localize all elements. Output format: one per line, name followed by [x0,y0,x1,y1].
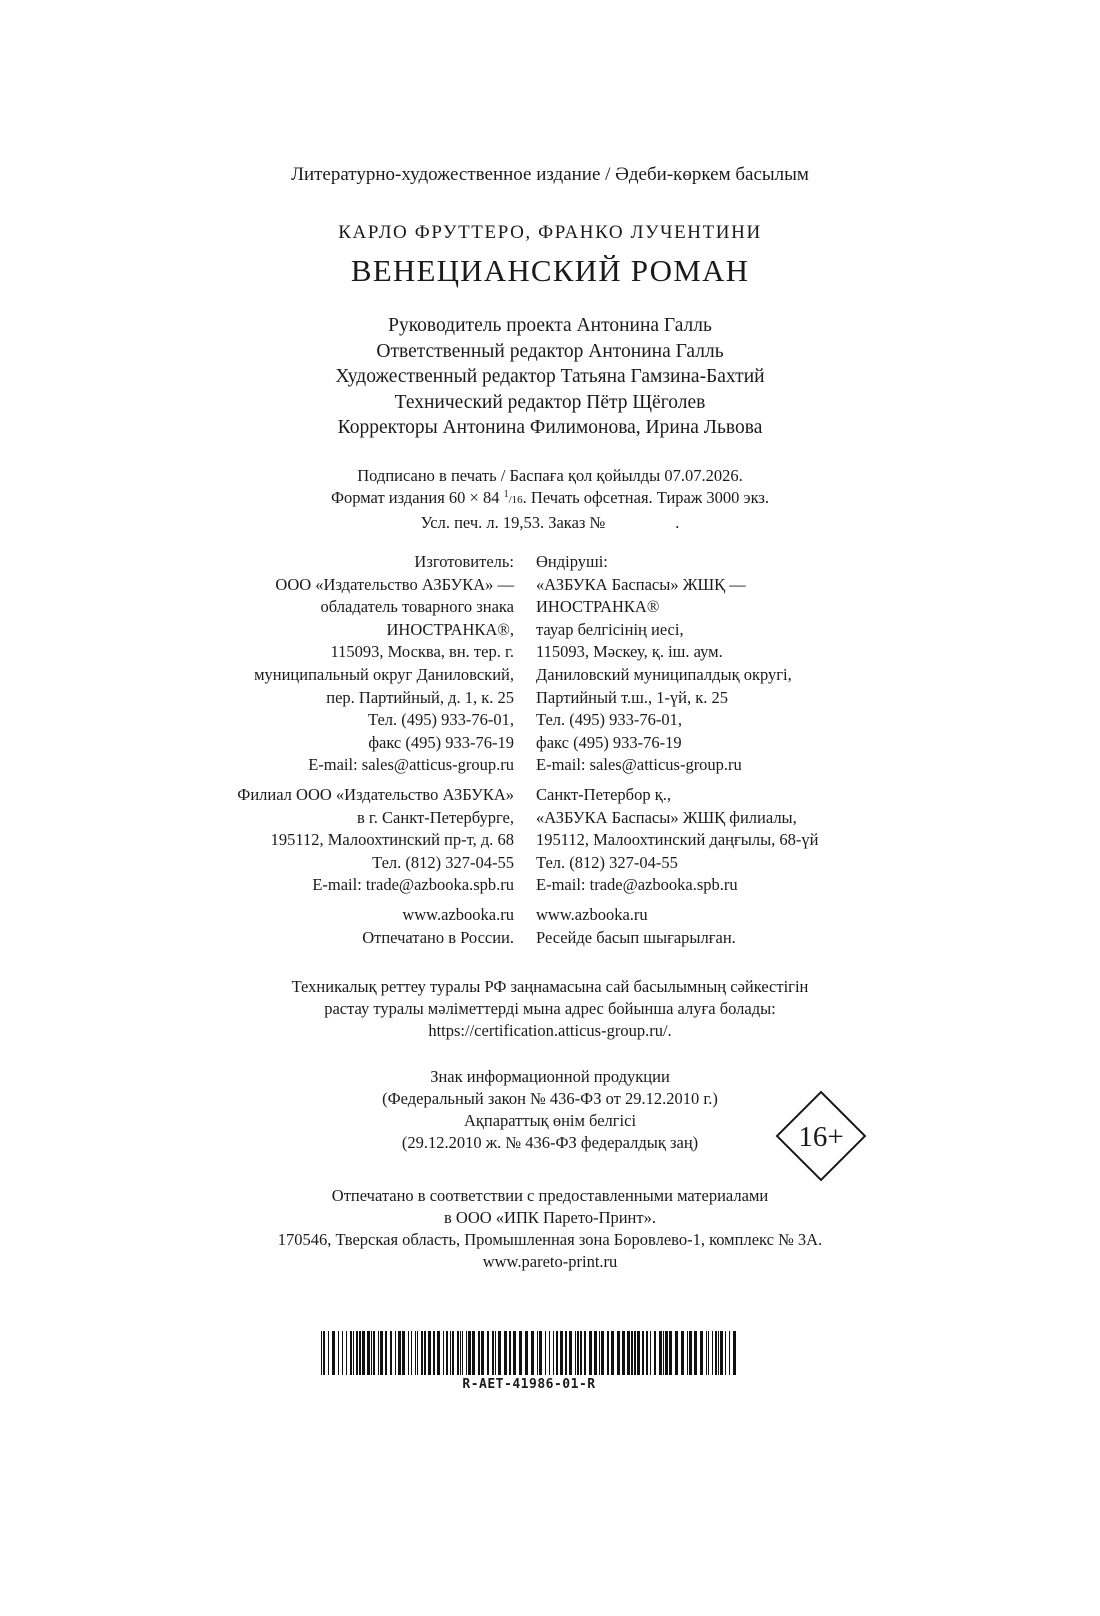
manufacturer-line: Филиал ООО «Издательство АЗБУКА» [237,784,514,804]
manufacturer-line: Тел. (812) 327-04-55 [372,852,514,872]
barcode-bar [380,1331,383,1375]
manufacturer-line: «АЗБУКА Баспасы» ЖШҚ филиалы, [536,807,797,827]
order-text: Усл. печ. л. 19,53. Заказ № [420,513,606,532]
barcode-bar [622,1331,625,1375]
cert-url[interactable]: https://certification.atticus-group.ru/. [428,1021,672,1040]
barcode-bar [450,1331,451,1375]
printer-info [0,1185,1100,1273]
manufacturer-line: 115093, Мәскеу, қ. іш. аум. [536,642,723,662]
format-den: /16 [508,494,523,506]
barcode-bar [601,1331,604,1375]
barcode-icon [319,1331,739,1375]
barcode-bar [525,1331,528,1375]
sign-line: Ақпараттық өнім белгісі [463,1111,637,1130]
barcode-bar [457,1331,459,1375]
barcode-bar [513,1331,516,1375]
barcode-bar [398,1331,401,1375]
barcode-bar [669,1331,672,1375]
manufacturer-line: ИНОСТРАНКА®, [386,619,514,639]
staff-credits [0,313,1100,441]
manufacturer-line[interactable]: www.azbooka.ru [536,904,648,924]
barcode-bar [466,1331,467,1375]
cert-line: Техникалық реттеу туралы РФ заңнамасына сай басылымның сәйкестігін [291,977,809,996]
printer-line: в ООО «ИПК Парето-Принт». [444,1208,656,1227]
barcode-bar [565,1331,567,1375]
authors: КАРЛО ФРУТТЕРО, ФРАНКО ЛУЧЕНТИНИ [338,222,762,243]
barcode-bar [594,1331,597,1375]
barcode-bar [519,1331,522,1375]
barcode-bar [617,1331,620,1375]
manufacturer-line[interactable]: E-mail: trade@azbooka.spb.ru [312,875,514,895]
barcode-bar [462,1331,463,1375]
manufacturer-line[interactable]: www.azbooka.ru [402,904,514,924]
format-prefix: Формат издания 60 × 84 [330,488,500,507]
sign-line: (29.12.2010 ж. № 436-ФЗ федералдық заң) [401,1133,699,1152]
barcode-bar [611,1331,614,1375]
barcode-bar [580,1331,582,1375]
barcode-bar [350,1331,352,1375]
barcode-bar [599,1331,600,1375]
manufacturer-line[interactable]: E-mail: trade@azbooka.spb.ru [536,875,738,895]
barcode-bar [549,1331,550,1375]
barcode-bar [589,1331,592,1375]
format-num: 1 [503,489,509,500]
barcode-bar [556,1331,558,1375]
format-suffix: . Печать офсетная. Тираж 3000 экз. [522,488,770,507]
barcode-bar [729,1331,730,1375]
barcode-bar [733,1331,736,1375]
barcode-bar [637,1331,640,1375]
manufacturer-line: Тел. (495) 933-76-01, [368,710,514,730]
manufacturer-ru [237,551,514,949]
barcode-bar [720,1331,723,1375]
barcode-bar [504,1331,507,1375]
barcode-bar [481,1331,484,1375]
barcode-bar [537,1331,538,1375]
barcode-bar [408,1331,409,1375]
barcode-bar [545,1331,546,1375]
manufacturer-line: Даниловский муниципалдық округі, [536,664,792,684]
manufacturer-line: Партийный т.ш., 1-үй, к. 25 [536,687,729,707]
printer-line: Отпечатано в соответствии с предоставленными материалами [331,1186,769,1205]
manufacturer-line: Тел. (495) 933-76-01, [536,710,682,730]
barcode-bar [395,1331,396,1375]
barcode-bar [718,1331,719,1375]
manufacturer-line: Тел. (812) 327-04-55 [536,852,678,872]
barcode-bar [472,1331,475,1375]
barcode-bar [378,1331,379,1375]
manufacturer-line: Ресейде басып шығарылған. [536,927,736,947]
barcode-bar [328,1331,329,1375]
info-product-sign [0,1066,1100,1154]
barcode-bar [428,1331,431,1375]
barcode-bar [443,1331,444,1375]
barcode-bar [560,1331,563,1375]
manufacturer-line: обладатель товарного знака [320,597,514,617]
barcode-bar [495,1331,496,1375]
barcode-bar [584,1331,586,1375]
barcode-bar [446,1331,448,1375]
printer-url[interactable]: www.pareto-print.ru [482,1252,618,1271]
barcode-bar [411,1331,412,1375]
barcode-bar [569,1331,572,1375]
format-line [0,487,1100,512]
barcode-text: R-AET-41986-01-R [462,1377,596,1392]
barcode-bar [346,1331,347,1375]
book-title: ВЕНЕЦИАНСКИЙ РОМАН [350,253,750,288]
barcode-bar [687,1331,688,1375]
barcode-bar [650,1331,651,1375]
barcode-bar [646,1331,648,1375]
barcode-bar [402,1331,405,1375]
barcode-bar [509,1331,511,1375]
barcode-bar [575,1331,576,1375]
barcode-bar [332,1331,335,1375]
certification-note [0,976,1100,1042]
barcode-bar [681,1331,684,1375]
barcode-bar [417,1331,418,1375]
signed-line: Подписано в печать / Баспаға қол қойылды 07.07.2026. [357,466,743,485]
barcode-bar [421,1331,423,1375]
manufacturer-line: 195112, Малоохтинский даңғылы, 68-үй [536,830,819,850]
sign-line: Знак информационной продукции [430,1067,670,1086]
barcode-bar [362,1331,365,1375]
barcode-bar [356,1331,358,1375]
manufacturer-line: ИНОСТРАНКА® [536,597,660,617]
manufacturer-line: «АЗБУКА Баспасы» ЖШҚ — [536,574,746,594]
printer-line: 170546, Тверская область, Промышленная зона Боровлево-1, комплекс № 3А. [277,1230,823,1249]
manufacturer-line: факс (495) 933-76-19 [368,732,514,752]
cert-line: растау туралы мәліметтерді мына адрес бойынша алуға болады: [324,999,776,1018]
manufacturer-line: ООО «Издательство АЗБУКА» — [275,574,514,594]
barcode-bar [654,1331,656,1375]
genre-line: Литературно-художественное издание / Әдеби-көркем басылым [291,164,809,185]
barcode-bar [390,1331,392,1375]
barcode-bar [323,1331,325,1375]
barcode-bar [460,1331,461,1375]
barcode-bar [371,1331,372,1375]
manufacturer-line: пер. Партийный, д. 1, к. 25 [326,687,514,707]
publication-info [0,465,1100,534]
barcode-bar [367,1331,370,1375]
barcode-bar [675,1331,678,1375]
barcode-bar [659,1331,662,1375]
barcode-bar [642,1331,644,1375]
barcode-bar [665,1331,668,1375]
manufacturer-line: муниципальный округ Даниловский, [254,664,514,684]
manufacturer-line: 115093, Москва, вн. тер. г. [330,642,514,662]
staff-line: Технический редактор Пётр Щёголев [394,391,706,413]
barcode-bar [607,1331,609,1375]
barcode-bar [700,1331,703,1375]
order-end: . [675,513,680,532]
barcode-bar [498,1331,501,1375]
barcode-bar [338,1331,339,1375]
sign-line: (Федеральный закон № 436-ФЗ от 29.12.2010 г.) [382,1089,718,1108]
barcode-bar [385,1331,387,1375]
barcode-bar [531,1331,534,1375]
manufacturer-line[interactable]: E-mail: sales@atticus-group.ru [308,755,514,775]
barcode-bar [492,1331,494,1375]
barcode-bar [689,1331,692,1375]
barcode-bar [694,1331,697,1375]
barcode-bar [487,1331,489,1375]
manufacturer-line: Отпечатано в России. [362,927,514,947]
manufacturer-line: в г. Санкт-Петербурге, [356,807,514,827]
barcode-bar [553,1331,554,1375]
barcode-bar [631,1331,633,1375]
order-line [0,512,1100,534]
barcode-bar [468,1331,471,1375]
staff-line: Корректоры Антонина Филимонова, Ирина Львова [337,417,763,439]
manufacturer-line: Санкт-Петербор қ., [536,784,671,804]
manufacturer-line: тауар белгісінің иесі, [536,619,684,639]
age-rating-text: 16+ [798,1121,844,1153]
manufacturer-line: 195112, Малоохтинский пр-т, д. 68 [270,830,514,850]
barcode-bar [433,1331,435,1375]
manufacturer-kz [536,551,818,949]
barcode-bar [415,1331,416,1375]
barcode-bar [627,1331,630,1375]
age-rating-badge [774,1089,868,1183]
barcode-bar [725,1331,726,1375]
staff-line: Художественный редактор Татьяна Гамзина-Бахтий [335,366,765,388]
barcode-bar [353,1331,354,1375]
barcode-bar [478,1331,480,1375]
barcode-bar [452,1331,454,1375]
barcode-bar [577,1331,579,1375]
manufacturer-line: факс (495) 933-76-19 [536,732,682,752]
manufacturer-line: Изготовитель: [414,552,514,571]
barcode-bar [712,1331,713,1375]
barcode-bar [321,1331,322,1375]
barcode-bar [424,1331,426,1375]
barcode-bar [373,1331,375,1375]
staff-line: Руководитель проекта Антонина Галль [388,315,712,336]
staff-line: Ответственный редактор Антонина Галль [376,340,724,362]
barcode-bar [663,1331,664,1375]
barcode-bar [437,1331,440,1375]
barcode-bar [539,1331,542,1375]
barcode-bar [715,1331,717,1375]
barcode-bar [634,1331,636,1375]
manufacturer-line[interactable]: E-mail: sales@atticus-group.ru [536,755,742,775]
barcode-bar [708,1331,709,1375]
barcode-bar [342,1331,343,1375]
barcode-bar [706,1331,707,1375]
manufacturer-line: Өндіруші: [536,552,608,571]
barcode-bar [359,1331,361,1375]
